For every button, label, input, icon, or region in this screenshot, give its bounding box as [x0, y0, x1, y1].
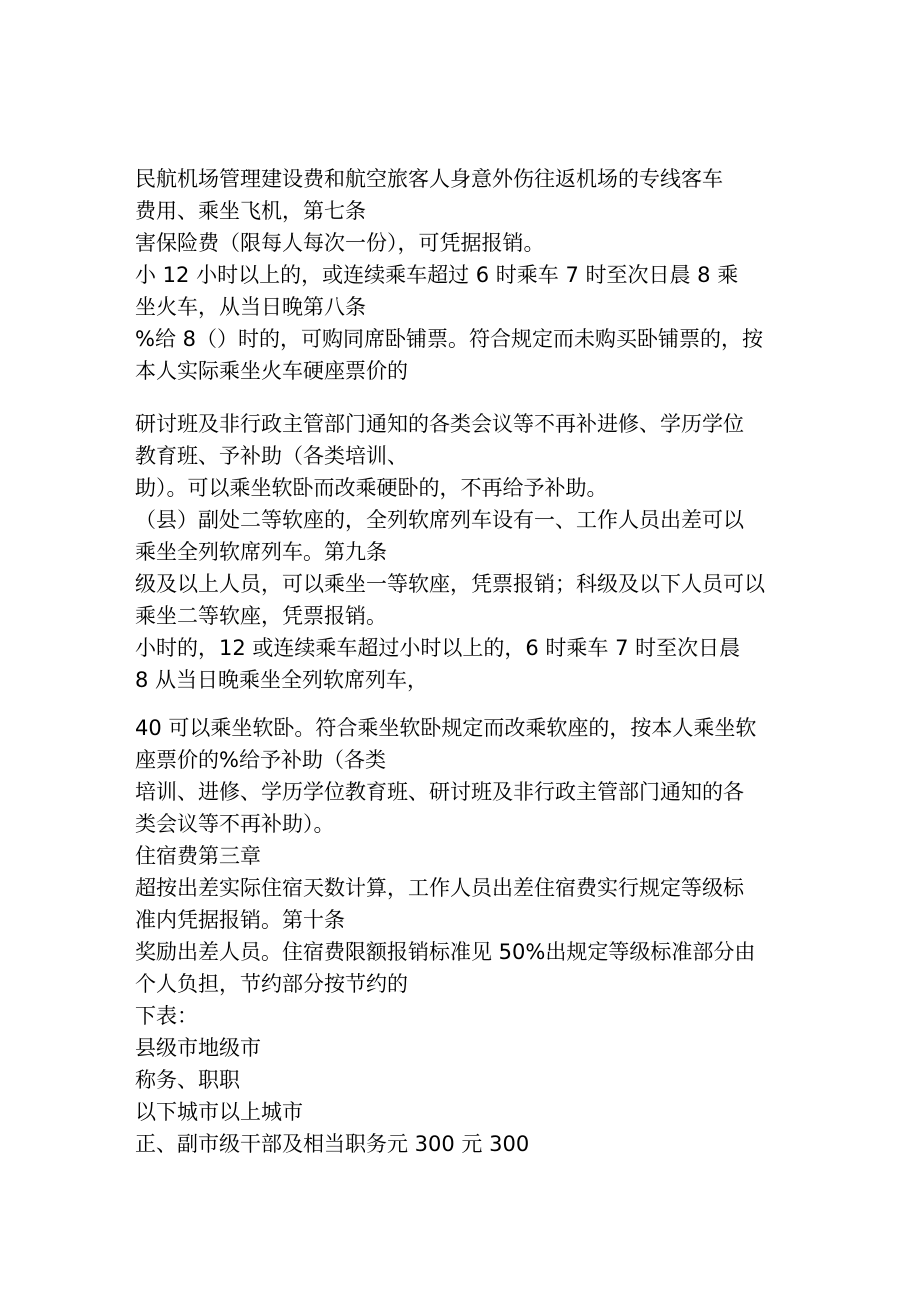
text-line: 下表：	[135, 1004, 198, 1028]
text-line: 研讨班及非行政主管部门通知的各类会议等不再补进修、学历学位	[135, 412, 744, 436]
text-line: 小时的，12 或连续乘车超过小时以上的，6 时乘车 7 时至次日晨	[135, 636, 741, 660]
text-line: 小 12 小时以上的，或连续乘车超过 6 时乘车 7 时至次日晨 8 乘	[135, 263, 739, 287]
text-line: 害保险费（限每人每次一份），可凭据报销。	[135, 231, 545, 255]
text-line: 乘坐二等软座，凭票报销。	[135, 604, 387, 628]
text-line: 个人负担，节约部分按节约的	[135, 972, 408, 996]
text-line: 奖励出差人员。住宿费限额报销标准见 50%出规定等级标准部分由	[135, 940, 756, 964]
text-line: %给 8（）时的，可购同席卧铺票。符合规定而未购买卧铺票的，按	[135, 327, 763, 351]
text-line: 助）。可以乘坐软卧而改乘硬卧的，不再给予补助。	[135, 476, 608, 500]
text-line: 座票价的%给予补助（各类	[135, 748, 386, 772]
text-line: 以下城市以上城市	[135, 1100, 303, 1124]
text-line: 超按出差实际住宿天数计算，工作人员出差住宿费实行规定等级标	[135, 876, 744, 900]
text-line: 乘坐全列软席列车。第九条	[135, 540, 387, 564]
text-line: 8 从当日晚乘坐全列软席列车，	[135, 668, 429, 692]
text-line: 40 可以乘坐软卧。符合乘坐软卧规定而改乘软座的，按本人乘坐软	[135, 716, 757, 740]
text-line: 称务、职职	[135, 1068, 240, 1092]
text-line: （县）副处二等软座的，全列软席列车设有一、工作人员出差可以	[135, 508, 744, 532]
text-line: 类会议等不再补助）。	[135, 812, 335, 836]
text-line: 住宿费第三章	[135, 844, 261, 868]
text-line: 坐火车，从当日晚第八条	[135, 295, 366, 319]
text-line: 正、副市级干部及相当职务元 300 元 300	[135, 1132, 530, 1156]
text-line: 县级市地级市	[135, 1036, 261, 1060]
text-line: 民航机场管理建设费和航空旅客人身意外伤往返机场的专线客车	[135, 167, 723, 191]
text-line: 本人实际乘坐火车硬座票价的	[135, 359, 408, 383]
text-line: 准内凭据报销。第十条	[135, 908, 345, 932]
text-line: 级及以上人员，可以乘坐一等软座，凭票报销；科级及以下人员可以	[135, 572, 765, 596]
text-line: 培训、进修、学历学位教育班、研讨班及非行政主管部门通知的各	[135, 780, 744, 804]
text-line: 费用、乘坐飞机，第七条	[135, 199, 366, 223]
text-line: 教育班、予补助（各类培训、	[135, 444, 408, 468]
